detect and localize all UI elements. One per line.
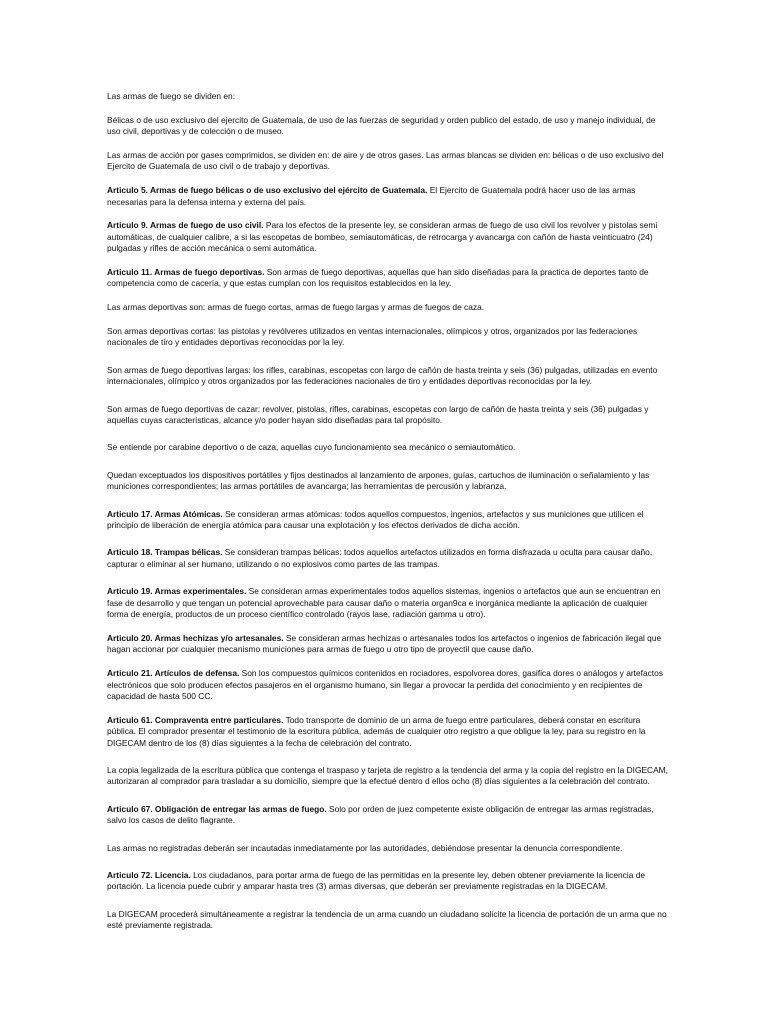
article-heading: Articulo 61. Compraventa entre particulares.	[107, 714, 284, 725]
paragraph: La DIGECAM procederá simultáneamente a registrar la tendencia de un arma cuando un ciudadano solicite la licencia de portación de un arma que no esté previamente registrada.	[107, 908, 667, 931]
article-paragraph: Articulo 11. Armas de fuego deportivas. Son armas de fuego deportivas, aquellas que han sido diseñadas para la practica de deportes tanto de competencia como de cacería, y que estas cumplan con los requisitos establecidos en la ley.	[107, 267, 649, 289]
article-heading: Articulo 9. Armas de fuego de uso civil.	[107, 220, 264, 231]
paragraph: Son armas deportivas cortas: las pistolas y revólveres utilizados en ventas internacionales, olímpicos y otros, organizados por las federaciones nacionales de tiro y entidades deportivas reconocidas por la ley.	[107, 326, 638, 348]
article-heading: Articulo 72. Licencia.	[107, 869, 191, 880]
paragraph: Las armas de acción por gases comprimidos, se dividen en: de aire y de otros gases. Las armas blancas se dividen en: bélicas o de uso exclusivo del Ejercito de Guatemala de uso civil o de trabajo y deportivas.	[107, 150, 664, 172]
article-heading: Articulo 67. Obligación de entregar las armas de fuego.	[107, 803, 327, 814]
article-paragraph: Articulo 61. Compraventa entre particulares. Todo transporte de dominio de un arma de fuego entre particulares, deberá constar en escritura pública. El comprador presentar el testimonio de la escritura pública, además de cualquier otro registro a que obligue la ley, para su registro en la DIGECAM dentro de los (8) días siguientes a la fecha de celebración del contrato.	[107, 714, 646, 748]
paragraph: Las armas de fuego se dividen en:	[107, 91, 236, 101]
article-paragraph: Articulo 18. Trampas bélicas. Se consideran trampas bélicas: todos aquellos artefactos utilizados en forma disfrazada u oculta para causar daño, capturar o eliminar al ser humano, utilizando o no explosivos como partes de las trampas.	[107, 547, 653, 569]
paragraph: Las armas deportivas son: armas de fuego cortas, armas de fuego largas y armas de fuegos de caza.	[107, 302, 485, 313]
article-heading: Articulo 5. Armas de fuego bélicas o de uso exclusivo del ejército de Guatemala.	[107, 185, 428, 196]
paragraph: Se entiende por carabine deportivo o de caza, aquellas cuyo funcionamiento sea mecánico o semiautomático.	[107, 442, 516, 453]
paragraph: Quedan exceptuados los dispositivos portátiles y fijos destinados al lanzamiento de arpones, guías, cartuchos de iluminación o señalamiento y las municiones correspondientes; las armas portátiles de avancarga; las herramientas de percusión y labranza.	[107, 469, 650, 492]
article-heading: Articulo 19. Armas experimentales.	[107, 586, 247, 597]
article-paragraph: Articulo 5. Armas de fuego bélicas o de uso exclusivo del ejército de Guatemala. El Ejercito de Guatemala podrá hacer uso de las armas necesarias para la defensa interna y externa del país.	[107, 185, 636, 207]
article-heading: Articulo 17. Armas Atómicas.	[107, 508, 223, 519]
article-heading: Articulo 18. Trampas bélicas.	[107, 547, 223, 558]
article-paragraph: Articulo 9. Armas de fuego de uso civil. Para los efectos de la presente ley, se consideran armas de fuego de uso civil los revolver y pistolas semi automáticas, de cualquier calibre, a si las escopetas de bombeo, semiautomáticas, de retrocarga y avancarga con cañón de hasta veinticuatro (24) pulgadas y rifles de acción mecánica o semi automática.	[107, 220, 658, 254]
article-heading: Articulo 11. Armas de fuego deportivas.	[107, 267, 265, 278]
article-paragraph: Articulo 67. Obligación de entregar las armas de fuego. Solo por orden de juez competente existe obligación de entregar las armas registradas, salvo los casos de delito flagrante.	[107, 803, 654, 826]
paragraph: Son armas de fuego deportivas largas: los rifles, carabinas, escopetas con largo de cañón de hasta treinta y seis (36) pulgadas, utilizadas en evento internacionales, olímpico y otros organizados por las federaciones nacionales de tiro y entidades deportivas reconocidas por la ley.	[107, 364, 658, 387]
paragraph: Las armas no registradas deberán ser incautadas inmediatamente por las autoridades, debiéndose presentar la denuncia correspondiente.	[107, 842, 623, 853]
paragraph: Son armas de fuego deportivas de cazar: revolver, pistolas, rifles, carabinas, escopetas con largo de cañón de hasta treinta y seis (36) pulgadas y aquellas cuyas características, alcance y/o poder hayan sido diseñadas para tal propósito.	[107, 403, 649, 426]
article-paragraph: Articulo 17. Armas Atómicas. Se consideran armas atómicas: todos aquellos compuestos, ingenios, artefactos y sus municiones que utilicen el principio de liberación de energía atómica para causar una explotación y los efectos derivados de dicha acción.	[107, 508, 644, 531]
article-heading: Articulo 20. Armas hechizas y/o artesanales.	[107, 632, 284, 643]
article-heading: Articulo 21. Artículos de defensa.	[107, 668, 240, 679]
paragraph: Bélicas o de uso exclusivo del ejercito de Guatemala, de uso de las fuerzas de seguridad y orden publico del estado, de uso y manejo individual, de uso civil, deportivas y de colección o de museo.	[107, 114, 656, 137]
article-paragraph: Articulo 72. Licencia. Los ciudadanos, para portar arma de fuego de las permitidas en la presente ley, deben obtener previamente la licencia de portación. La licencia puede cubrir y amparar hasta tres (3) armas diversas, que deberán ser previamente registradas en la DIGECAM.	[107, 869, 646, 892]
article-paragraph: Articulo 20. Armas hechizas y/o artesanales. Se consideran armas hechizas o artesanales todos los artefactos o ingenios de fabricación ilegal que hagan accionar por cualquier mecanismo municiones para armas de fuego u otro tipo de proyectil que cause daño.	[107, 632, 662, 655]
article-paragraph: Articulo 19. Armas experimentales. Se consideran armas experimentales todos aquellos sistemas, ingenios o artefactos que aun se encuentran en fase de desarrollo y que tengan un potencial aprovechable para causar daño o materia organ9ca e inorgánica mediante la aplicación de cualquier forma de energía, productos de un proceso científico controlado (rayos lase, radiación gamma u otro).	[107, 586, 661, 620]
paragraph: La copia legalizada de la escritura pública que contenga el traspaso y tarjeta de registro a la tendencia del arma y la copia del registro en la DIGECAM, autorizaran al comprador para trasladar a su domicilio, siempre que la efectué dentro d ellos ocho (8) días siguientes a la celebración del contrato.	[107, 764, 668, 787]
article-paragraph: Articulo 21. Artículos de defensa. Son los compuestos químicos contenidos en rociadores, espolvorea dores, gasifica dores o análogos y artefactos electrónicos que solo producen efectos pasajeros en el organismo humano, sin llegar a provocar la perdida del conocimiento y en recipientes de capacidad de hasta 500 CC.	[107, 668, 663, 701]
